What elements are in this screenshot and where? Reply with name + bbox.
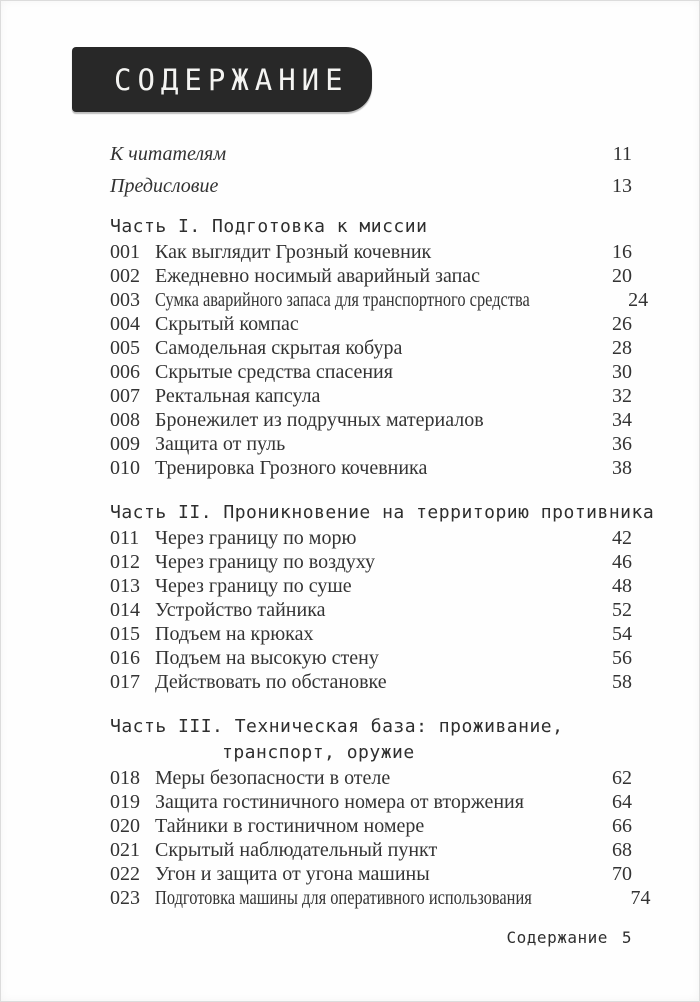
entry-number: 012 <box>110 551 140 573</box>
entry-page-number: 74 <box>630 887 651 909</box>
toc-section <box>110 500 655 694</box>
entry-title: Ректальная капсула <box>155 385 321 407</box>
toc-entry-row <box>110 838 632 862</box>
entry-number: 013 <box>110 575 140 597</box>
toc-entry-row <box>110 288 649 312</box>
entry-page-number: 62 <box>612 767 632 789</box>
entry-page-number: 48 <box>612 575 632 597</box>
entry-page-number: 32 <box>612 385 632 407</box>
toc-entry-row <box>110 646 632 670</box>
page-footer <box>0 926 700 950</box>
footer-label: Содержание <box>506 928 608 947</box>
toc-entry-row <box>110 790 632 814</box>
toc-entry-row <box>110 766 632 790</box>
entry-page-number: 34 <box>612 409 632 431</box>
entry-title: Подготовка машины для оперативного использования <box>155 887 532 909</box>
entry-page-number: 38 <box>612 457 632 479</box>
toc-entry-row <box>110 622 632 646</box>
entry-number: 020 <box>110 815 140 837</box>
entry-title: Защита гостиничного номера от вторжения <box>155 791 524 813</box>
toc-entry-row <box>110 264 632 288</box>
entry-title: Через границу по воздуху <box>155 551 376 573</box>
entry-page-number: 70 <box>612 863 632 885</box>
entry-title: Тренировка Грозного кочевника <box>155 457 428 479</box>
entry-page-number: 52 <box>612 599 632 621</box>
entry-page-number: 64 <box>612 791 632 813</box>
entry-number: 002 <box>110 265 140 287</box>
entry-title: Действовать по обстановке <box>155 671 387 693</box>
footer-page-number: 5 <box>621 928 632 947</box>
toc-entry-row <box>110 670 632 694</box>
entry-number: 017 <box>110 671 140 693</box>
section-heading-line: Часть II. Проникновение на территорию противника <box>110 502 655 523</box>
page-number: 11 <box>612 143 632 165</box>
entry-number: 015 <box>110 623 140 645</box>
toc-entry-row <box>110 336 632 360</box>
entry-title: Подъем на высокую стену <box>155 647 379 669</box>
toc-entry-row <box>110 312 632 336</box>
section-heading-line: транспорт, оружие <box>222 742 415 763</box>
entry-title: Через границу по морю <box>155 527 357 549</box>
entry-number: 014 <box>110 599 140 621</box>
entry-page-number: 24 <box>628 289 649 311</box>
entry-number: 008 <box>110 409 140 431</box>
entry-page-number: 58 <box>612 671 632 693</box>
entry-number: 005 <box>110 337 140 359</box>
front-matter-title: Предисловие <box>110 175 219 197</box>
toc-entry-row <box>110 598 632 622</box>
entry-title: Тайники в гостиничном номере <box>155 815 425 837</box>
toc-section <box>110 714 651 910</box>
entry-number: 004 <box>110 313 140 335</box>
front-matter-row <box>110 138 632 170</box>
entry-page-number: 46 <box>612 551 632 573</box>
entry-page-number: 26 <box>612 313 632 335</box>
entry-number: 007 <box>110 385 140 407</box>
entry-number: 006 <box>110 361 140 383</box>
entry-title: Скрытые средства спасения <box>155 361 393 383</box>
sections-container <box>110 214 655 910</box>
entry-title: Сумка аварийного запаса для транспортного средства <box>155 289 530 311</box>
entry-page-number: 36 <box>612 433 632 455</box>
front-matter-title: К читателям <box>110 143 227 165</box>
entry-number: 003 <box>110 289 140 311</box>
entry-title: Самодельная скрытая кобура <box>155 337 403 359</box>
section-heading <box>110 500 655 526</box>
chapter-header-box <box>72 47 372 112</box>
toc-entry-row <box>110 814 632 838</box>
entry-title: Скрытый наблюдательный пункт <box>155 839 438 861</box>
entry-page-number: 42 <box>612 527 632 549</box>
toc-entry-row <box>110 360 632 384</box>
entry-number: 011 <box>110 527 140 549</box>
entry-number: 022 <box>110 863 140 885</box>
entry-number: 023 <box>110 887 140 909</box>
entry-title: Бронежилет из подручных материалов <box>155 409 484 431</box>
entry-title: Устройство тайника <box>155 599 326 621</box>
entry-title: Меры безопасности в отеле <box>155 767 391 789</box>
section-heading-line: Часть I. Подготовка к миссии <box>110 216 428 237</box>
section-heading-line: Часть III. Техническая база: проживание, <box>110 716 564 737</box>
toc-section <box>110 214 649 480</box>
section-entries <box>110 766 651 910</box>
entry-title: Через границу по суше <box>155 575 352 597</box>
front-matter-row <box>110 170 632 202</box>
entry-title: Как выглядит Грозный кочевник <box>155 241 432 263</box>
entry-number: 001 <box>110 241 140 263</box>
toc-entry-row <box>110 408 632 432</box>
toc-entry-row <box>110 526 632 550</box>
toc-content <box>0 138 700 910</box>
page-title: СОДЕРЖАНИЕ <box>114 62 349 97</box>
toc-entry-row <box>110 574 632 598</box>
entry-title: Защита от пуль <box>155 433 286 455</box>
toc-entry-row <box>110 550 632 574</box>
toc-entry-row <box>110 886 651 910</box>
entry-title: Ежедневно носимый аварийный запас <box>155 265 481 287</box>
entry-page-number: 30 <box>612 361 632 383</box>
page-number: 13 <box>612 175 632 197</box>
toc-entry-row <box>110 456 632 480</box>
section-entries <box>110 240 649 480</box>
entry-number: 018 <box>110 767 140 789</box>
entry-number: 016 <box>110 647 140 669</box>
toc-entry-row <box>110 862 632 886</box>
entry-title: Подъем на крюках <box>155 623 314 645</box>
entry-page-number: 66 <box>612 815 632 837</box>
section-heading <box>110 714 632 766</box>
entry-page-number: 28 <box>612 337 632 359</box>
entry-page-number: 16 <box>612 241 632 263</box>
entry-title: Угон и защита от угона машины <box>155 863 430 885</box>
entry-title: Скрытый компас <box>155 313 299 335</box>
section-heading <box>110 214 632 240</box>
entry-number: 010 <box>110 457 140 479</box>
entry-page-number: 68 <box>612 839 632 861</box>
entry-number: 021 <box>110 839 140 861</box>
entry-number: 019 <box>110 791 140 813</box>
toc-entry-row <box>110 432 632 456</box>
entry-page-number: 56 <box>612 647 632 669</box>
entry-number: 009 <box>110 433 140 455</box>
entry-page-number: 20 <box>612 265 632 287</box>
section-entries <box>110 526 632 694</box>
entry-page-number: 54 <box>612 623 632 645</box>
toc-entry-row <box>110 384 632 408</box>
front-matter-list <box>110 138 632 202</box>
toc-entry-row <box>110 240 632 264</box>
